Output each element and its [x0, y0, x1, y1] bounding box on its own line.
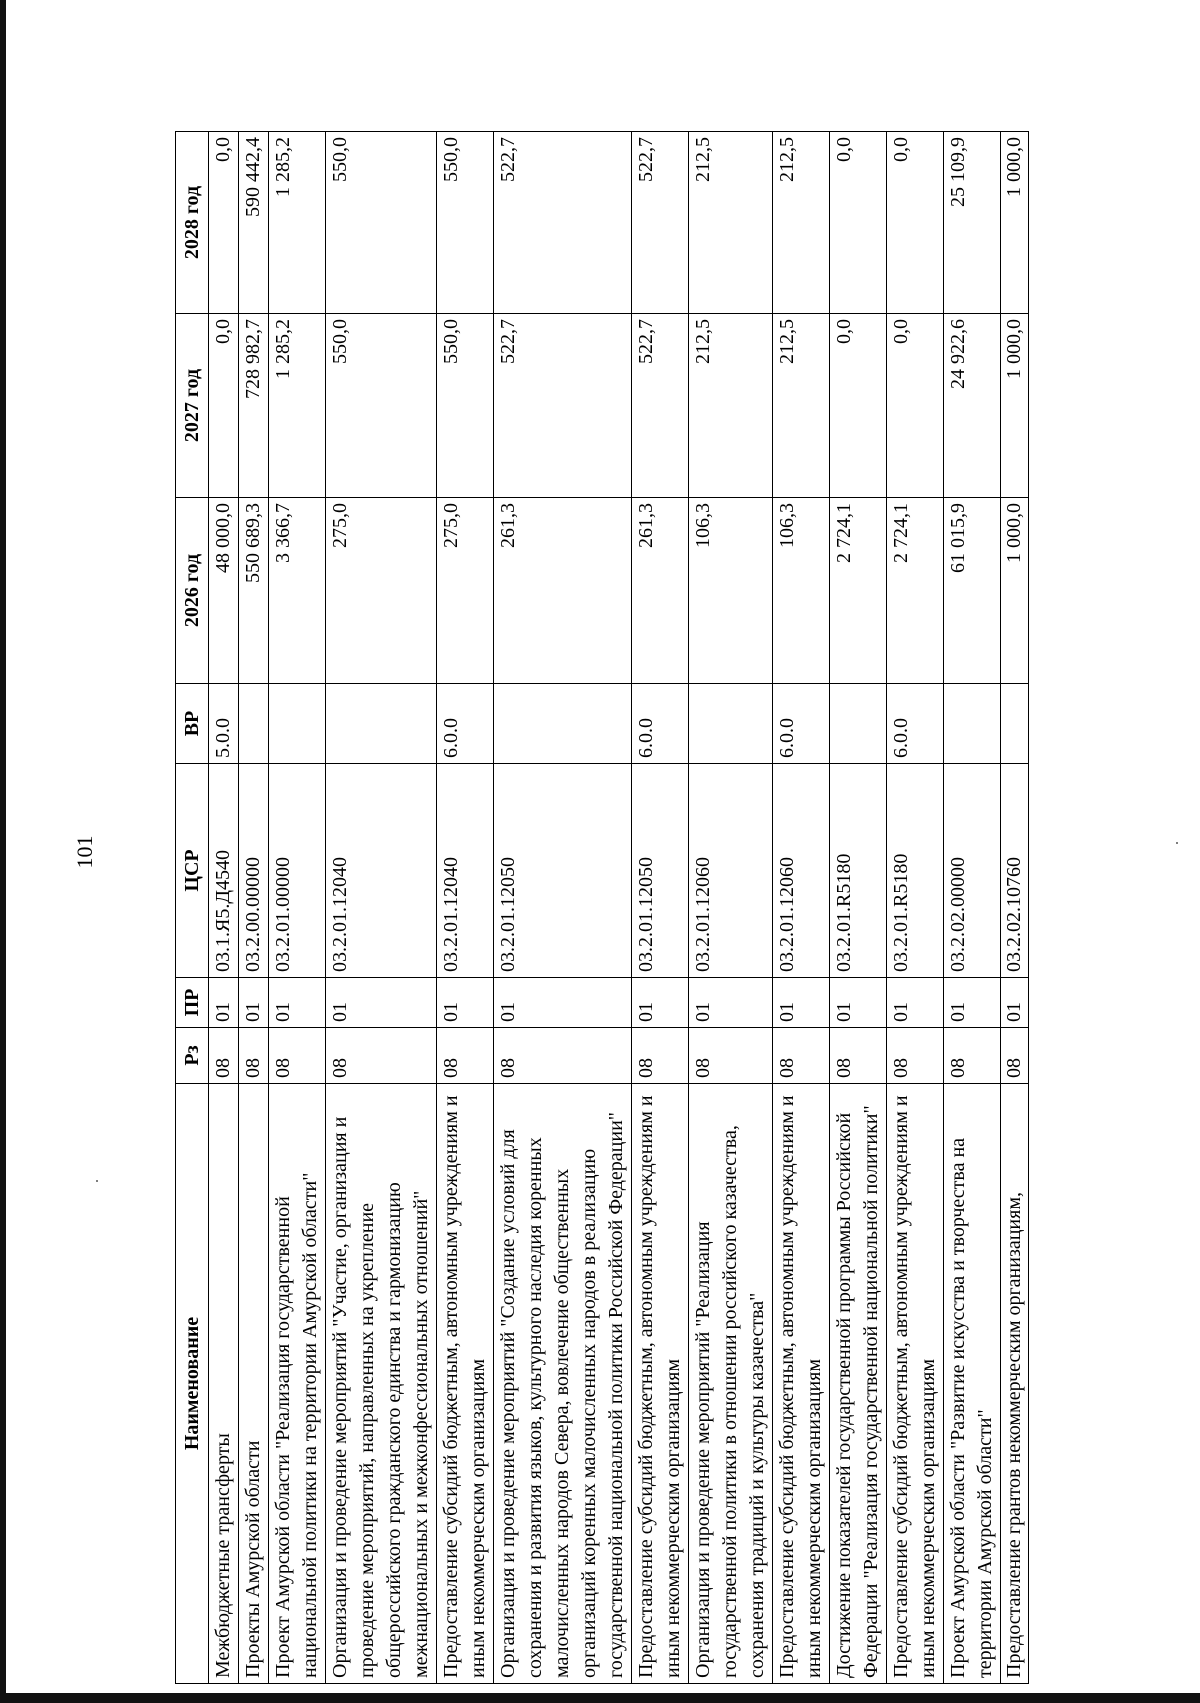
row-name: Организация и проведение мероприятий "Создание условий для сохранения и развития языков, культурного наследия коренных малочисленных народов Севера, вовлечение общественных организаций коренных малочисленных народов в реализацию государственной национальной политики Российской Федерации" — [494, 1084, 632, 1684]
row-name: Предоставление грантов некоммерческим организациям, — [1001, 1084, 1029, 1684]
row-rz: 08 — [269, 1028, 326, 1084]
table-row — [494, 132, 632, 1684]
row-2028: 0,0 — [887, 132, 944, 314]
row-rz: 08 — [1001, 1028, 1029, 1084]
row-2027: 1 000,0 — [1001, 314, 1029, 498]
header-csr: ЦСР — [176, 764, 209, 978]
row-2028: 0,0 — [209, 132, 239, 314]
row-pr: 01 — [944, 978, 1001, 1028]
table-row — [269, 132, 326, 1684]
row-2027: 728 982,7 — [239, 314, 269, 498]
row-pr: 01 — [773, 978, 830, 1028]
row-2027: 522,7 — [632, 314, 689, 498]
table-row — [830, 132, 887, 1684]
row-name: Проекты Амурской области — [239, 1084, 269, 1684]
row-name: Проект Амурской области "Развитие искусства и творчества на территории Амурской области" — [944, 1084, 1001, 1684]
row-vr — [830, 684, 887, 764]
row-2026: 1 000,0 — [1001, 498, 1029, 684]
row-rz: 08 — [887, 1028, 944, 1084]
row-2026: 275,0 — [437, 498, 494, 684]
row-vr — [944, 684, 1001, 764]
row-2028: 0,0 — [830, 132, 887, 314]
page-number: 101 — [72, 835, 97, 869]
scan-speck — [1176, 842, 1178, 844]
scan-edge-left — [0, 0, 6, 1703]
row-csr: 03.2.01.R5180 — [830, 764, 887, 978]
header-2028: 2028 год — [176, 132, 209, 314]
row-vr — [689, 684, 773, 764]
row-2026: 48 000,0 — [209, 498, 239, 684]
row-2026: 261,3 — [632, 498, 689, 684]
row-2026: 275,0 — [326, 498, 437, 684]
table-row — [944, 132, 1001, 1684]
row-pr: 01 — [269, 978, 326, 1028]
table-row — [773, 132, 830, 1684]
row-name: Достижение показателей государственной программы Российской Федерации "Реализация государственной национальной политики" — [830, 1084, 887, 1684]
row-2028: 212,5 — [689, 132, 773, 314]
rotated-table-frame — [175, 132, 1175, 1684]
row-csr: 03.2.02.10760 — [1001, 764, 1029, 978]
row-rz: 08 — [494, 1028, 632, 1084]
table-row — [887, 132, 944, 1684]
row-csr: 03.2.00.00000 — [239, 764, 269, 978]
row-2026: 550 689,3 — [239, 498, 269, 684]
row-rz: 08 — [689, 1028, 773, 1084]
row-name: Организация и проведение мероприятий "Участие, организация и проведение мероприятий, направленных на укрепление общероссийского гражданского единства и гармонизацию межнациональных и межконфессиональных отношений" — [326, 1084, 437, 1684]
table-row — [1001, 132, 1029, 1684]
row-2027: 522,7 — [494, 314, 632, 498]
row-csr: 03.2.01.12040 — [437, 764, 494, 978]
header-2027: 2027 год — [176, 314, 209, 498]
row-2026: 3 366,7 — [269, 498, 326, 684]
row-csr: 03.2.02.00000 — [944, 764, 1001, 978]
table-row — [326, 132, 437, 1684]
row-2026: 106,3 — [773, 498, 830, 684]
row-2028: 590 442,4 — [239, 132, 269, 314]
row-name: Предоставление субсидий бюджетным, автономным учреждениям и иным некоммерческим организациям — [773, 1084, 830, 1684]
row-2027: 0,0 — [209, 314, 239, 498]
row-2027: 212,5 — [689, 314, 773, 498]
budget-table — [175, 131, 1029, 1684]
table-row — [689, 132, 773, 1684]
row-vr — [494, 684, 632, 764]
row-vr: 6.0.0 — [773, 684, 830, 764]
row-pr: 01 — [239, 978, 269, 1028]
row-2027: 24 922,6 — [944, 314, 1001, 498]
row-2027: 550,0 — [326, 314, 437, 498]
row-vr: 6.0.0 — [632, 684, 689, 764]
row-name: Предоставление субсидий бюджетным, автономным учреждениям и иным некоммерческим организациям — [632, 1084, 689, 1684]
row-2026: 2 724,1 — [887, 498, 944, 684]
row-pr: 01 — [437, 978, 494, 1028]
rotated-table-area — [175, 132, 1175, 1684]
row-2028: 522,7 — [632, 132, 689, 314]
row-2028: 550,0 — [437, 132, 494, 314]
row-pr: 01 — [689, 978, 773, 1028]
row-pr: 01 — [830, 978, 887, 1028]
row-name: Проект Амурской области "Реализация государственной национальной политики на территории Амурской области" — [269, 1084, 326, 1684]
row-csr: 03.2.01.12060 — [689, 764, 773, 978]
row-csr: 03.2.01.12050 — [494, 764, 632, 978]
row-csr: 03.2.01.12060 — [773, 764, 830, 978]
scan-edge-bottom — [0, 1693, 1200, 1703]
row-csr: 03.2.01.00000 — [269, 764, 326, 978]
row-name: Предоставление субсидий бюджетным, автономным учреждениям и иным некоммерческим организациям — [437, 1084, 494, 1684]
row-2027: 212,5 — [773, 314, 830, 498]
row-2026: 2 724,1 — [830, 498, 887, 684]
row-vr — [269, 684, 326, 764]
row-2027: 0,0 — [887, 314, 944, 498]
row-rz: 08 — [773, 1028, 830, 1084]
row-rz: 08 — [632, 1028, 689, 1084]
row-rz: 08 — [830, 1028, 887, 1084]
row-2026: 106,3 — [689, 498, 773, 684]
row-rz: 08 — [326, 1028, 437, 1084]
row-2028: 212,5 — [773, 132, 830, 314]
row-2027: 0,0 — [830, 314, 887, 498]
row-2028: 550,0 — [326, 132, 437, 314]
table-row — [239, 132, 269, 1684]
row-rz: 08 — [944, 1028, 1001, 1084]
table-row — [209, 132, 239, 1684]
row-vr — [1001, 684, 1029, 764]
row-csr: 03.2.01.12050 — [632, 764, 689, 978]
row-vr: 6.0.0 — [887, 684, 944, 764]
scan-speck — [96, 1180, 98, 1182]
header-pr: ПР — [176, 978, 209, 1028]
row-pr: 01 — [326, 978, 437, 1028]
row-2027: 1 285,2 — [269, 314, 326, 498]
row-csr: 03.1.Я5.Д4540 — [209, 764, 239, 978]
table-row — [632, 132, 689, 1684]
header-name: Наименование — [176, 1084, 209, 1684]
row-2028: 1 000,0 — [1001, 132, 1029, 314]
row-2028: 25 109,9 — [944, 132, 1001, 314]
row-2028: 522,7 — [494, 132, 632, 314]
row-rz: 08 — [209, 1028, 239, 1084]
row-rz: 08 — [437, 1028, 494, 1084]
row-pr: 01 — [494, 978, 632, 1028]
table-header-row — [176, 132, 209, 1684]
header-vr: ВР — [176, 684, 209, 764]
row-vr: 5.0.0 — [209, 684, 239, 764]
row-name: Предоставление субсидий бюджетным, автономным учреждениям и иным некоммерческим организациям — [887, 1084, 944, 1684]
row-2026: 261,3 — [494, 498, 632, 684]
row-name: Межбюджетные трансферты — [209, 1084, 239, 1684]
row-csr: 03.2.01.12040 — [326, 764, 437, 978]
row-pr: 01 — [1001, 978, 1029, 1028]
row-name: Организация и проведение мероприятий "Реализация государственной политики в отношении российского казачества, сохранения традиций и культуры казачества" — [689, 1084, 773, 1684]
row-vr: 6.0.0 — [437, 684, 494, 764]
row-2028: 1 285,2 — [269, 132, 326, 314]
row-vr — [239, 684, 269, 764]
row-2026: 61 015,9 — [944, 498, 1001, 684]
row-pr: 01 — [887, 978, 944, 1028]
row-pr: 01 — [632, 978, 689, 1028]
row-csr: 03.2.01.R5180 — [887, 764, 944, 978]
row-rz: 08 — [239, 1028, 269, 1084]
row-2027: 550,0 — [437, 314, 494, 498]
row-vr — [326, 684, 437, 764]
header-rz: Рз — [176, 1028, 209, 1084]
table-row — [437, 132, 494, 1684]
header-2026: 2026 год — [176, 498, 209, 684]
row-pr: 01 — [209, 978, 239, 1028]
